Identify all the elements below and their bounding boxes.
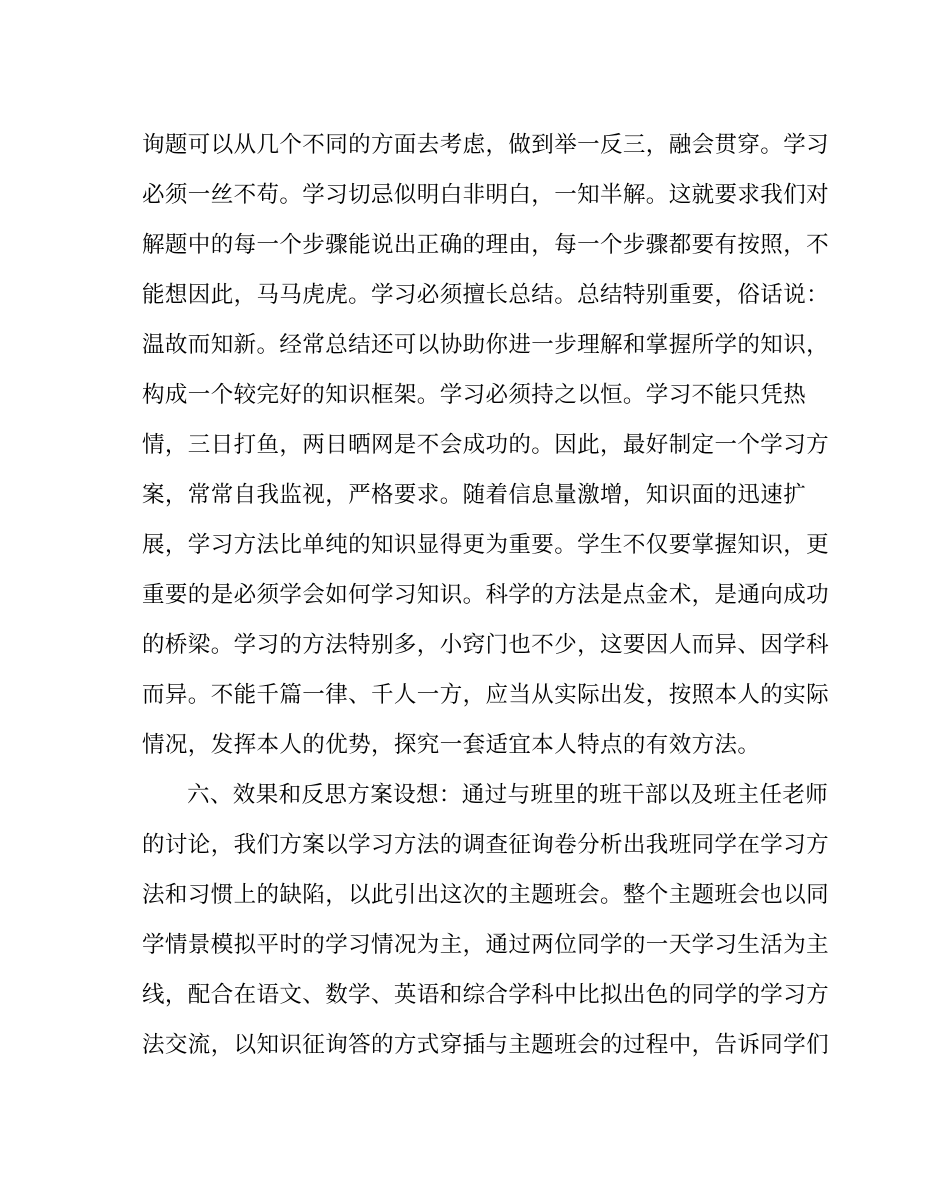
paragraph-first-line: 六、效果和反思方案设想：通过与班里的班干部以及班主任老师 bbox=[187, 782, 829, 808]
text-line: 法和习惯上的缺陷，以此引出这次的主题班会。整个主题班会也以同 bbox=[142, 882, 830, 908]
text-line: 情，三日打鱼，两日晒网是不会成功的。因此，最好制定一个学习方 bbox=[142, 432, 830, 458]
text-line: 的讨论，我们方案以学习方法的调查征询卷分析出我班同学在学习方 bbox=[142, 832, 830, 858]
text-line: 法交流，以知识征询答的方式穿插与主题班会的过程中，告诉同学们 bbox=[142, 1032, 830, 1058]
text-line: 构成一个较完好的知识框架。学习必须持之以恒。学习不能只凭热 bbox=[142, 382, 807, 408]
text-line: 线，配合在语文、数学、英语和综合学科中比拟出色的同学的学习方 bbox=[142, 982, 830, 1008]
text-line: 案，常常自我监视，严格要求。随着信息量激增，知识面的迅速扩 bbox=[142, 482, 807, 508]
text-line: 学情景模拟平时的学习情况为主，通过两位同学的一天学习生活为主 bbox=[142, 932, 830, 958]
text-line: 重要的是必须学会如何学习知识。科学的方法是点金术，是通向成功 bbox=[142, 582, 830, 608]
text-line: 询题可以从几个不同的方面去考虑，做到举一反三，融会贯穿。学习 bbox=[142, 132, 830, 158]
text-line: 必须一丝不苟。学习切忌似明白非明白，一知半解。这就要求我们对 bbox=[142, 182, 830, 208]
text-line: 能想因此，马马虎虎。学习必须擅长总结。总结特别重要，俗话说： bbox=[142, 282, 830, 308]
text-line: 的桥梁。学习的方法特别多，小窍门也不少，这要因人而异、因学科 bbox=[142, 632, 830, 658]
text-line: 而异。不能千篇一律、千人一方，应当从实际出发，按照本人的实际 bbox=[142, 682, 830, 708]
text-line: 温故而知新。经常总结还可以协助你进一步理解和掌握所学的知识， bbox=[142, 332, 830, 358]
text-line: 解题中的每一个步骤能说出正确的理由，每一个步骤都要有按照，不 bbox=[142, 232, 830, 258]
text-line: 情况，发挥本人的优势，探究一套适宜本人特点的有效方法。 bbox=[142, 732, 761, 758]
text-line: 展，学习方法比单纯的知识显得更为重要。学生不仅要掌握知识，更 bbox=[142, 532, 830, 558]
